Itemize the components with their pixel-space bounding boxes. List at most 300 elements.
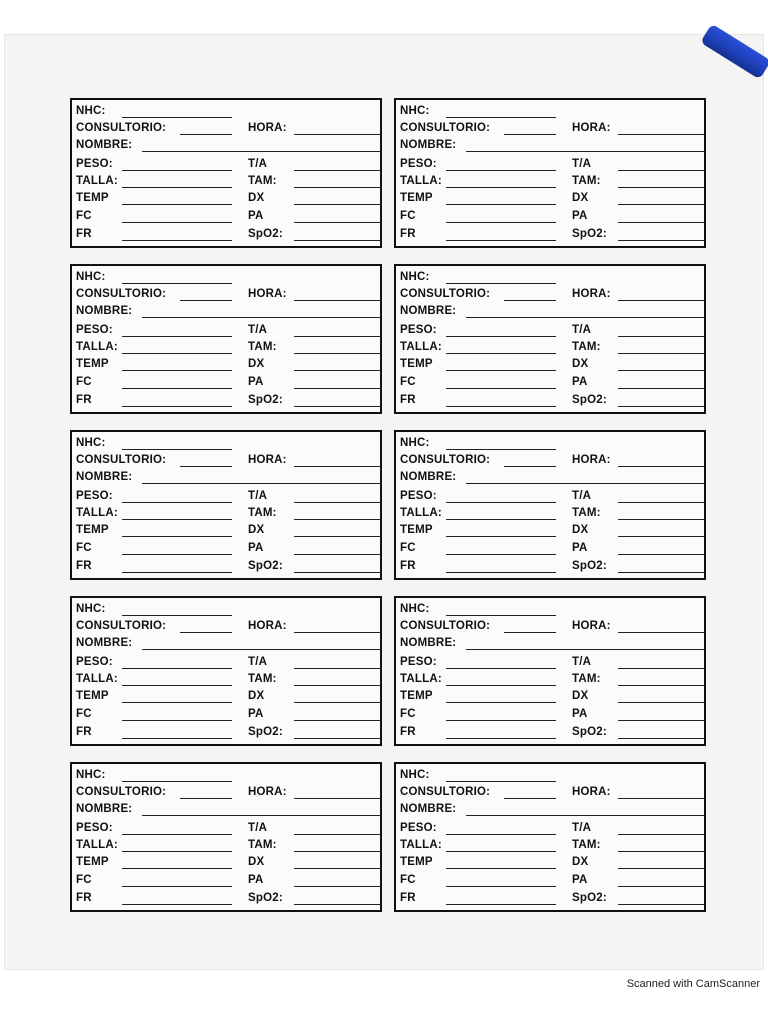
- field-line-consultorio[interactable]: [504, 619, 556, 633]
- form-row: [400, 654, 700, 671]
- field-line-fr[interactable]: [122, 393, 232, 407]
- field-label-temp: TEMP: [76, 358, 109, 370]
- field-line-peso[interactable]: [446, 323, 556, 337]
- field-line-ta[interactable]: [294, 821, 380, 835]
- field-line-pa[interactable]: [294, 375, 380, 389]
- field-line-spo2[interactable]: [618, 559, 704, 573]
- field-line-nombre[interactable]: [466, 304, 704, 318]
- form-row: [400, 269, 700, 286]
- form-row: [400, 671, 700, 688]
- field-line-spo2[interactable]: [618, 891, 704, 905]
- field-line-tam[interactable]: [618, 340, 704, 354]
- field-label-dx: DX: [248, 192, 265, 204]
- field-label-tam: TAM:: [248, 673, 277, 685]
- field-line-fc[interactable]: [122, 707, 232, 721]
- field-label-dx: DX: [572, 358, 589, 370]
- field-line-pa[interactable]: [618, 209, 704, 223]
- field-label-peso: PESO:: [400, 324, 437, 336]
- field-line-nombre[interactable]: [142, 470, 380, 484]
- field-line-pa[interactable]: [294, 873, 380, 887]
- form-row: [400, 522, 700, 539]
- field-label-pa: PA: [248, 874, 264, 886]
- field-label-dx: DX: [572, 856, 589, 868]
- form-row: [76, 601, 376, 618]
- field-line-nombre[interactable]: [142, 304, 380, 318]
- field-line-fr[interactable]: [446, 891, 556, 905]
- field-line-fc[interactable]: [122, 375, 232, 389]
- form-row: [400, 173, 700, 190]
- field-label-pa: PA: [572, 210, 588, 222]
- field-line-fr[interactable]: [122, 559, 232, 573]
- field-line-talla[interactable]: [446, 506, 556, 520]
- form-row: [76, 226, 376, 243]
- field-line-spo2[interactable]: [618, 393, 704, 407]
- form-row: [400, 103, 700, 120]
- field-line-nhc[interactable]: [122, 104, 232, 118]
- field-label-tam: TAM:: [248, 341, 277, 353]
- form-row: [76, 671, 376, 688]
- form-row: [76, 120, 376, 137]
- field-label-hora: HORA:: [248, 288, 287, 300]
- field-label-nhc: NHC:: [400, 769, 430, 781]
- field-line-nombre[interactable]: [142, 802, 380, 816]
- field-label-consultorio: CONSULTORIO:: [76, 454, 167, 466]
- form-row: [400, 469, 700, 486]
- form-row: [76, 339, 376, 356]
- field-line-temp[interactable]: [446, 357, 556, 371]
- field-line-consultorio[interactable]: [504, 121, 556, 135]
- field-label-spo2: SpO2:: [572, 228, 607, 240]
- field-label-consultorio: CONSULTORIO:: [76, 620, 167, 632]
- form-row: [400, 356, 700, 373]
- field-line-spo2[interactable]: [294, 227, 380, 241]
- form-row: [76, 635, 376, 652]
- field-line-pa[interactable]: [618, 707, 704, 721]
- field-line-hora[interactable]: [294, 287, 380, 301]
- field-label-nombre: NOMBRE:: [400, 305, 457, 317]
- field-line-talla[interactable]: [446, 340, 556, 354]
- field-line-temp[interactable]: [446, 855, 556, 869]
- field-line-ta[interactable]: [294, 323, 380, 337]
- field-label-ta: T/A: [248, 822, 268, 834]
- field-line-ta[interactable]: [294, 489, 380, 503]
- field-line-fc[interactable]: [122, 209, 232, 223]
- field-line-hora[interactable]: [294, 619, 380, 633]
- field-line-peso[interactable]: [122, 489, 232, 503]
- field-line-temp[interactable]: [122, 357, 232, 371]
- field-line-talla[interactable]: [122, 672, 232, 686]
- field-label-spo2: SpO2:: [248, 228, 283, 240]
- field-line-tam[interactable]: [294, 838, 380, 852]
- field-line-dx[interactable]: [618, 855, 704, 869]
- field-label-peso: PESO:: [400, 158, 437, 170]
- field-line-tam[interactable]: [618, 174, 704, 188]
- field-label-ta: T/A: [572, 656, 592, 668]
- field-label-nombre: NOMBRE:: [76, 637, 133, 649]
- field-line-nhc[interactable]: [446, 436, 556, 450]
- field-line-consultorio[interactable]: [180, 785, 232, 799]
- field-label-temp: TEMP: [400, 192, 433, 204]
- field-label-hora: HORA:: [572, 454, 611, 466]
- field-line-nhc[interactable]: [446, 270, 556, 284]
- field-label-nombre: NOMBRE:: [400, 637, 457, 649]
- form-row: [76, 156, 376, 173]
- form-row: [400, 618, 700, 635]
- field-label-hora: HORA:: [572, 786, 611, 798]
- field-label-nombre: NOMBRE:: [400, 139, 457, 151]
- field-line-talla[interactable]: [122, 174, 232, 188]
- field-line-dx[interactable]: [294, 689, 380, 703]
- field-label-consultorio: CONSULTORIO:: [400, 288, 491, 300]
- form-row: [400, 120, 700, 137]
- form-row: [76, 303, 376, 320]
- form-row: [400, 226, 700, 243]
- form-row: [400, 286, 700, 303]
- field-line-ta[interactable]: [294, 157, 380, 171]
- form-row: [76, 356, 376, 373]
- field-label-hora: HORA:: [248, 454, 287, 466]
- vital-signs-card: [70, 596, 382, 746]
- field-line-temp[interactable]: [122, 523, 232, 537]
- form-row: [400, 784, 700, 801]
- field-label-consultorio: CONSULTORIO:: [400, 122, 491, 134]
- field-line-fc[interactable]: [446, 541, 556, 555]
- field-label-fr: FR: [76, 560, 92, 572]
- form-row: [400, 558, 700, 575]
- form-row: [76, 688, 376, 705]
- field-line-peso[interactable]: [446, 655, 556, 669]
- field-label-talla: TALLA:: [76, 507, 118, 519]
- field-line-talla[interactable]: [122, 506, 232, 520]
- field-label-hora: HORA:: [572, 288, 611, 300]
- field-line-consultorio[interactable]: [504, 287, 556, 301]
- field-line-hora[interactable]: [618, 785, 704, 799]
- field-label-fr: FR: [76, 394, 92, 406]
- field-line-nombre[interactable]: [466, 138, 704, 152]
- form-row: [76, 374, 376, 391]
- form-row: [400, 505, 700, 522]
- field-line-ta[interactable]: [618, 323, 704, 337]
- field-label-temp: TEMP: [400, 690, 433, 702]
- field-label-nhc: NHC:: [76, 271, 106, 283]
- field-line-tam[interactable]: [618, 672, 704, 686]
- scanner-watermark: Scanned with CamScanner: [626, 978, 760, 990]
- form-row: [76, 190, 376, 207]
- field-line-dx[interactable]: [618, 523, 704, 537]
- form-row: [400, 837, 700, 854]
- field-label-pa: PA: [248, 542, 264, 554]
- field-line-ta[interactable]: [618, 655, 704, 669]
- field-line-hora[interactable]: [618, 287, 704, 301]
- form-row: [76, 173, 376, 190]
- field-line-hora[interactable]: [618, 453, 704, 467]
- field-line-nombre[interactable]: [466, 636, 704, 650]
- field-line-temp[interactable]: [122, 191, 232, 205]
- field-label-hora: HORA:: [572, 122, 611, 134]
- field-line-temp[interactable]: [446, 689, 556, 703]
- field-label-talla: TALLA:: [76, 839, 118, 851]
- field-label-pa: PA: [572, 708, 588, 720]
- field-label-fc: FC: [76, 542, 92, 554]
- field-line-consultorio[interactable]: [180, 121, 232, 135]
- field-line-tam[interactable]: [294, 506, 380, 520]
- form-row: [76, 767, 376, 784]
- field-line-nhc[interactable]: [446, 602, 556, 616]
- field-label-peso: PESO:: [400, 656, 437, 668]
- form-row: [400, 137, 700, 154]
- field-line-ta[interactable]: [618, 157, 704, 171]
- field-label-fc: FC: [76, 376, 92, 388]
- form-row: [400, 156, 700, 173]
- field-line-nhc[interactable]: [122, 436, 232, 450]
- form-row: [400, 190, 700, 207]
- field-line-tam[interactable]: [294, 672, 380, 686]
- vital-signs-card: [70, 98, 382, 248]
- field-line-pa[interactable]: [618, 873, 704, 887]
- field-line-talla[interactable]: [446, 838, 556, 852]
- field-line-hora[interactable]: [294, 785, 380, 799]
- field-label-nhc: NHC:: [76, 105, 106, 117]
- field-label-nombre: NOMBRE:: [400, 803, 457, 815]
- field-line-fr[interactable]: [446, 559, 556, 573]
- field-line-peso[interactable]: [122, 821, 232, 835]
- field-label-peso: PESO:: [76, 822, 113, 834]
- form-row: [76, 269, 376, 286]
- field-line-peso[interactable]: [122, 157, 232, 171]
- form-row: [400, 890, 700, 907]
- field-line-hora[interactable]: [294, 453, 380, 467]
- field-line-hora[interactable]: [294, 121, 380, 135]
- field-label-fc: FC: [400, 376, 416, 388]
- form-row: [76, 435, 376, 452]
- field-label-dx: DX: [572, 524, 589, 536]
- field-line-nhc[interactable]: [446, 768, 556, 782]
- field-line-consultorio[interactable]: [180, 453, 232, 467]
- field-label-hora: HORA:: [572, 620, 611, 632]
- field-label-spo2: SpO2:: [248, 560, 283, 572]
- field-label-fr: FR: [400, 726, 416, 738]
- field-label-peso: PESO:: [400, 490, 437, 502]
- field-line-fr[interactable]: [122, 227, 232, 241]
- field-label-ta: T/A: [572, 158, 592, 170]
- field-label-tam: TAM:: [248, 839, 277, 851]
- form-row: [76, 322, 376, 339]
- field-line-talla[interactable]: [122, 838, 232, 852]
- field-line-talla[interactable]: [446, 174, 556, 188]
- vital-signs-card: [70, 264, 382, 414]
- field-label-fr: FR: [400, 560, 416, 572]
- form-row: [76, 654, 376, 671]
- field-line-nhc[interactable]: [122, 768, 232, 782]
- form-row: [400, 688, 700, 705]
- field-line-dx[interactable]: [618, 689, 704, 703]
- field-label-fc: FC: [76, 708, 92, 720]
- field-line-consultorio[interactable]: [180, 287, 232, 301]
- field-line-consultorio[interactable]: [504, 453, 556, 467]
- field-line-pa[interactable]: [294, 707, 380, 721]
- field-line-dx[interactable]: [294, 523, 380, 537]
- field-line-talla[interactable]: [122, 340, 232, 354]
- field-line-temp[interactable]: [446, 523, 556, 537]
- form-row: [400, 820, 700, 837]
- field-label-talla: TALLA:: [400, 175, 442, 187]
- field-label-tam: TAM:: [248, 507, 277, 519]
- field-line-peso[interactable]: [446, 157, 556, 171]
- field-label-nombre: NOMBRE:: [400, 471, 457, 483]
- field-label-temp: TEMP: [76, 690, 109, 702]
- field-line-pa[interactable]: [294, 209, 380, 223]
- form-row: [76, 854, 376, 871]
- field-line-spo2[interactable]: [294, 725, 380, 739]
- field-line-pa[interactable]: [294, 541, 380, 555]
- field-label-fr: FR: [400, 394, 416, 406]
- field-line-dx[interactable]: [294, 855, 380, 869]
- field-line-fr[interactable]: [446, 725, 556, 739]
- field-line-peso[interactable]: [446, 821, 556, 835]
- form-row: [76, 890, 376, 907]
- field-line-fr[interactable]: [122, 891, 232, 905]
- field-label-tam: TAM:: [572, 341, 601, 353]
- vital-signs-card: [394, 762, 706, 912]
- field-line-ta[interactable]: [618, 489, 704, 503]
- field-line-fc[interactable]: [446, 873, 556, 887]
- field-label-nhc: NHC:: [76, 769, 106, 781]
- field-label-temp: TEMP: [76, 524, 109, 536]
- field-line-fc[interactable]: [446, 375, 556, 389]
- field-line-temp[interactable]: [122, 689, 232, 703]
- field-label-talla: TALLA:: [400, 673, 442, 685]
- field-line-tam[interactable]: [294, 174, 380, 188]
- field-line-nombre[interactable]: [466, 470, 704, 484]
- field-label-fr: FR: [76, 892, 92, 904]
- field-line-tam[interactable]: [618, 506, 704, 520]
- field-line-nombre[interactable]: [142, 636, 380, 650]
- field-label-temp: TEMP: [400, 358, 433, 370]
- field-line-tam[interactable]: [294, 340, 380, 354]
- form-row: [76, 872, 376, 889]
- field-label-ta: T/A: [248, 490, 268, 502]
- field-label-nhc: NHC:: [400, 271, 430, 283]
- vital-signs-card: [394, 430, 706, 580]
- form-row: [400, 724, 700, 741]
- field-line-spo2[interactable]: [618, 725, 704, 739]
- field-label-nhc: NHC:: [400, 603, 430, 615]
- field-line-temp[interactable]: [122, 855, 232, 869]
- field-label-consultorio: CONSULTORIO:: [76, 122, 167, 134]
- field-line-ta[interactable]: [618, 821, 704, 835]
- field-line-talla[interactable]: [446, 672, 556, 686]
- field-line-dx[interactable]: [294, 191, 380, 205]
- field-line-fr[interactable]: [446, 393, 556, 407]
- field-label-temp: TEMP: [76, 192, 109, 204]
- field-label-spo2: SpO2:: [572, 892, 607, 904]
- field-line-dx[interactable]: [618, 357, 704, 371]
- field-line-pa[interactable]: [618, 541, 704, 555]
- field-line-consultorio[interactable]: [504, 785, 556, 799]
- field-line-nhc[interactable]: [122, 602, 232, 616]
- field-line-nombre[interactable]: [466, 802, 704, 816]
- field-line-nhc[interactable]: [446, 104, 556, 118]
- field-label-pa: PA: [248, 376, 264, 388]
- field-label-consultorio: CONSULTORIO:: [400, 620, 491, 632]
- form-row: [76, 505, 376, 522]
- field-label-fc: FC: [400, 210, 416, 222]
- form-row: [76, 208, 376, 225]
- field-label-fr: FR: [400, 228, 416, 240]
- field-line-peso[interactable]: [446, 489, 556, 503]
- field-label-ta: T/A: [572, 490, 592, 502]
- form-row: [76, 103, 376, 120]
- field-line-temp[interactable]: [446, 191, 556, 205]
- field-label-tam: TAM:: [572, 507, 601, 519]
- field-label-hora: HORA:: [248, 122, 287, 134]
- field-label-nombre: NOMBRE:: [76, 305, 133, 317]
- field-label-dx: DX: [248, 524, 265, 536]
- vital-signs-card: [70, 430, 382, 580]
- field-label-peso: PESO:: [76, 656, 113, 668]
- field-line-tam[interactable]: [618, 838, 704, 852]
- vital-signs-card-grid: [70, 98, 716, 916]
- field-label-talla: TALLA:: [400, 839, 442, 851]
- field-line-ta[interactable]: [294, 655, 380, 669]
- field-label-consultorio: CONSULTORIO:: [400, 786, 491, 798]
- field-label-fr: FR: [76, 726, 92, 738]
- field-line-dx[interactable]: [294, 357, 380, 371]
- form-row: [76, 724, 376, 741]
- field-line-pa[interactable]: [618, 375, 704, 389]
- field-line-fc[interactable]: [122, 873, 232, 887]
- field-line-consultorio[interactable]: [180, 619, 232, 633]
- field-line-hora[interactable]: [618, 121, 704, 135]
- field-label-nombre: NOMBRE:: [76, 471, 133, 483]
- form-row: [76, 452, 376, 469]
- field-line-fc[interactable]: [122, 541, 232, 555]
- field-label-fc: FC: [76, 874, 92, 886]
- field-line-spo2[interactable]: [294, 559, 380, 573]
- form-row: [400, 767, 700, 784]
- field-line-spo2[interactable]: [294, 393, 380, 407]
- form-row: [400, 854, 700, 871]
- field-line-peso[interactable]: [122, 655, 232, 669]
- vital-signs-card: [394, 264, 706, 414]
- field-line-fc[interactable]: [446, 707, 556, 721]
- form-row: [76, 137, 376, 154]
- field-line-fc[interactable]: [446, 209, 556, 223]
- field-line-peso[interactable]: [122, 323, 232, 337]
- field-label-nhc: NHC:: [76, 603, 106, 615]
- vital-signs-card: [394, 596, 706, 746]
- field-label-peso: PESO:: [76, 158, 113, 170]
- field-label-spo2: SpO2:: [248, 394, 283, 406]
- field-line-nhc[interactable]: [122, 270, 232, 284]
- field-line-fr[interactable]: [446, 227, 556, 241]
- field-line-fr[interactable]: [122, 725, 232, 739]
- field-label-nombre: NOMBRE:: [76, 139, 133, 151]
- field-label-dx: DX: [248, 358, 265, 370]
- field-line-nombre[interactable]: [142, 138, 380, 152]
- field-label-fc: FC: [400, 542, 416, 554]
- field-line-dx[interactable]: [618, 191, 704, 205]
- form-row: [76, 488, 376, 505]
- form-row: [400, 374, 700, 391]
- form-row: [400, 339, 700, 356]
- field-line-spo2[interactable]: [294, 891, 380, 905]
- field-line-hora[interactable]: [618, 619, 704, 633]
- field-line-spo2[interactable]: [618, 227, 704, 241]
- field-label-tam: TAM:: [572, 175, 601, 187]
- field-label-dx: DX: [248, 690, 265, 702]
- field-label-hora: HORA:: [248, 786, 287, 798]
